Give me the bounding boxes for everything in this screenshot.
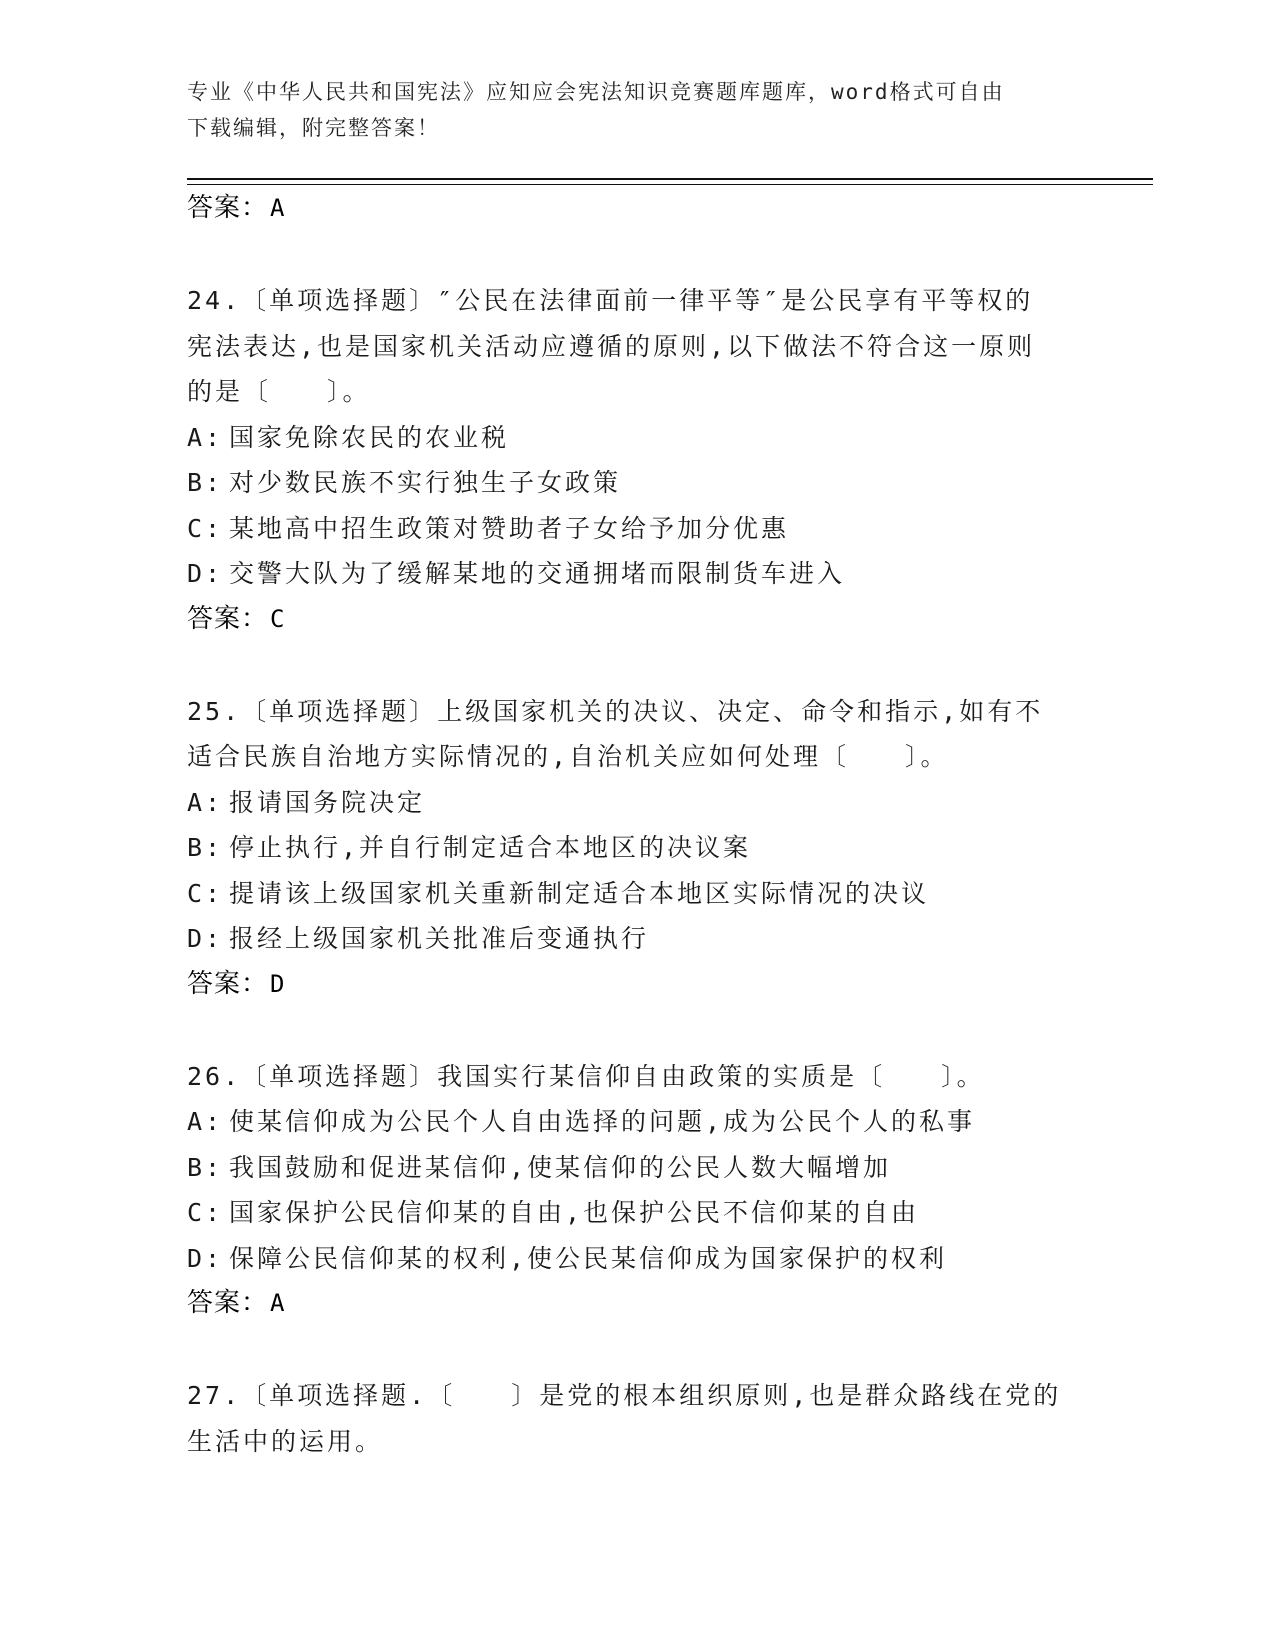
answer-line: 答案：A [187, 1288, 286, 1318]
previous-answer: 答案：A [187, 193, 286, 223]
question-25 [187, 689, 1087, 1006]
option-c: C: 提请该上级国家机关重新制定适合本地区实际情况的决议 [187, 878, 930, 908]
header-rule-thin [187, 184, 1153, 185]
option-c: C: 某地高中招生政策对赞助者子女给予加分优惠 [187, 513, 790, 543]
question-text: 24.〔单项选择题〕″公民在法律面前一律平等″是公民享有平等权的 宪法表达,也是国家机关活动应遵循的原则,以下做法不符合这一原则 的是〔 〕。 [187, 286, 1036, 406]
option-b: B: 停止执行,并自行制定适合本地区的决议案 [187, 833, 752, 862]
option-a: A: 国家免除农民的农业税 [187, 422, 510, 452]
question-text: 25.〔单项选择题〕上级国家机关的决议、决定、命令和指示,如有不 适合民族自治地方实际情况的,自治机关应如何处理〔 〕。 [187, 696, 1044, 771]
answer-line: 答案：D [187, 968, 286, 999]
option-a: A: 报请国务院决定 [187, 787, 426, 817]
option-d: D: 报经上级国家机关批准后变通执行 [187, 924, 650, 953]
option-a: A: 使某信仰成为公民个人自由选择的问题,成为公民个人的私事 [187, 1107, 976, 1136]
document-header [187, 74, 1067, 146]
option-b: B: 对少数民族不实行独生子女政策 [187, 468, 622, 497]
header-rule-thick [187, 178, 1153, 180]
option-d: D: 交警大队为了缓解某地的交通拥堵而限制货车进入 [187, 559, 846, 588]
question-text: 26.〔单项选择题〕我国实行某信仰自由政策的实质是〔 〕。 [187, 1061, 985, 1091]
document-body [187, 186, 1087, 1464]
option-b: B: 我国鼓励和促进某信仰,使某信仰的公民人数大幅增加 [187, 1152, 892, 1182]
header-line-1: 专业《中华人民共和国宪法》应知应会宪法知识竞赛题库题库，word格式可自由 [187, 80, 1005, 104]
option-c: C: 国家保护公民信仰某的自由,也保护公民不信仰某的自由 [187, 1198, 920, 1227]
question-26 [187, 1054, 1087, 1326]
header-line-2: 下载编辑，附完整答案！ [187, 116, 440, 140]
question-24 [187, 278, 1087, 641]
question-27 [187, 1373, 1087, 1464]
question-text: 27.〔单项选择题.〔 〕是党的根本组织原则,也是群众路线在党的 生活中的运用。 [187, 1381, 1062, 1456]
answer-line: 答案：C [187, 603, 286, 634]
option-d: D: 保障公民信仰某的权利,使公民某信仰成为国家保护的权利 [187, 1243, 948, 1273]
